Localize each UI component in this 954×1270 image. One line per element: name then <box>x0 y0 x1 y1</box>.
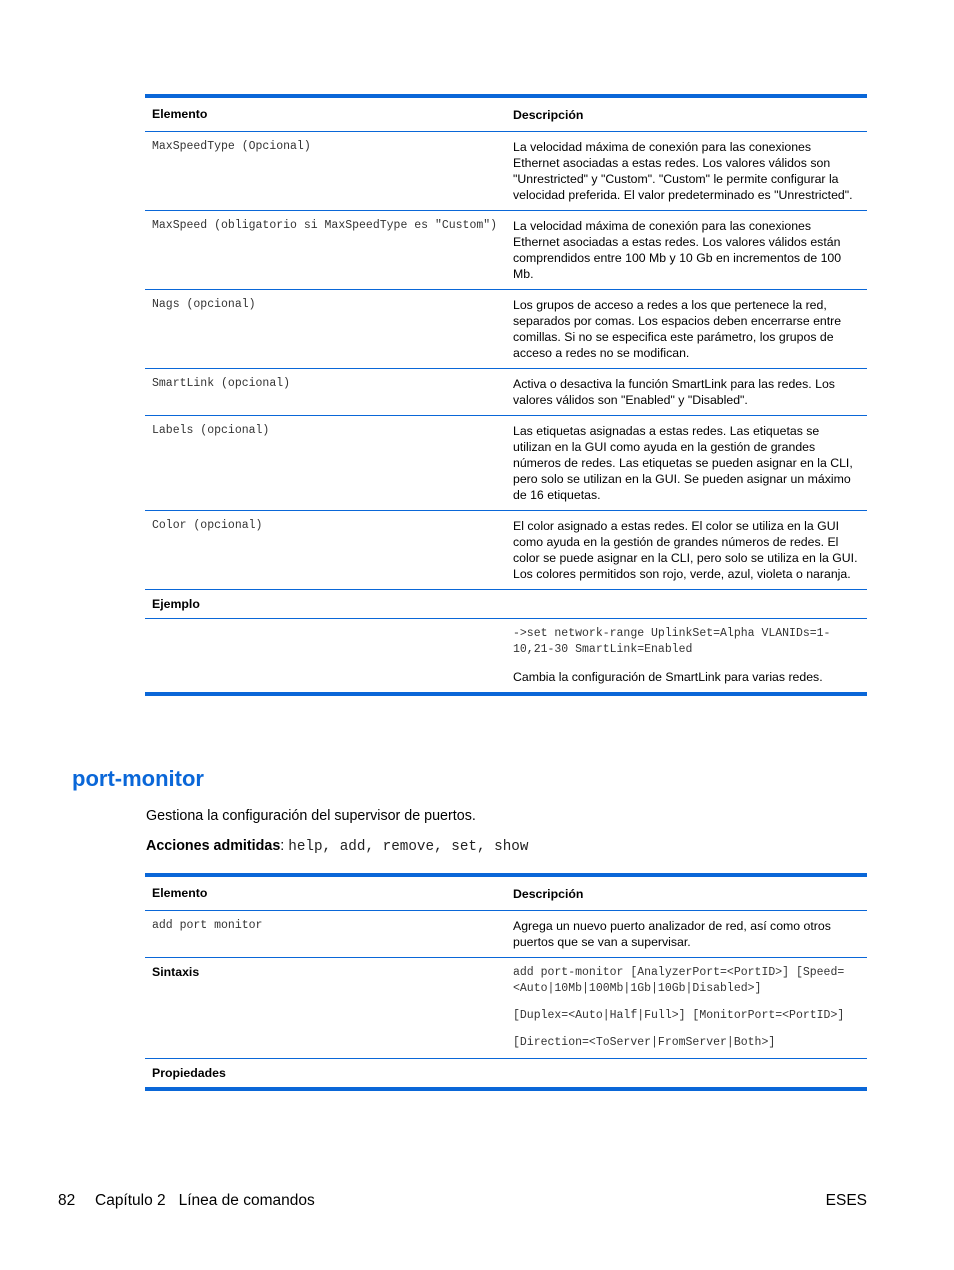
table-row <box>145 132 867 211</box>
element-name: Nags (opcional) <box>152 298 256 311</box>
element-description: La velocidad máxima de conexión para las conexiones Ethernet asociadas a estas redes. Los valores válidos son "Unrestricted" y "Custom". "Custom" le permite configurar la velocidad preferida. El valor predeterminado es "Unrestricted". <box>513 140 853 202</box>
table-row <box>145 416 867 511</box>
element-name: Labels (opcional) <box>152 424 270 437</box>
element-description: Las etiquetas asignadas a estas redes. Las etiquetas se utilizan en la GUI como ayuda en la gestión de grandes números de redes. Las etiquetas se pueden asignar en la CLI, pero solo se utilizan en la GUI. Se pueden asignar un máximo de 16 etiquetas. <box>513 424 853 502</box>
syntax-line: [Direction=<ToServer|FromServer|Both>] <box>513 1036 776 1049</box>
table-header <box>145 98 867 132</box>
syntax-row <box>145 958 867 1059</box>
header-elemento: Elemento <box>152 107 208 121</box>
example-label-row <box>145 590 867 619</box>
page-number: 82 <box>58 1192 76 1209</box>
table-row <box>145 211 867 290</box>
header-descripcion: Descripción <box>513 108 584 122</box>
element-description: Activa o desactiva la función SmartLink para las redes. Los valores válidos son "Enabled" y "Disabled". <box>513 377 835 407</box>
example-description: Cambia la configuración de SmartLink para varias redes. <box>513 670 823 684</box>
properties-label: Propiedades <box>152 1066 226 1080</box>
properties-row <box>145 1059 867 1087</box>
table-row <box>145 290 867 369</box>
element-name: Color (opcional) <box>152 519 263 532</box>
element-description: El color asignado a estas redes. El color se utiliza en la GUI como ayuda en la gestión de grandes números de redes. El color se puede asignar en la CLI, pero solo se utiliza en la GUI. Los colores permitidos son rojo, verde, azul, violeta o naranja. <box>513 519 858 581</box>
syntax-line: [Duplex=<Auto|Half|Full>] [MonitorPort=<PortID>] <box>513 1009 845 1022</box>
supported-actions: Acciones admitidas: help, add, remove, set, show <box>146 838 529 855</box>
element-name: MaxSpeed (obligatorio si MaxSpeedType es "Custom") <box>152 219 498 232</box>
syntax-line: add port-monitor [AnalyzerPort=<PortID>] [Speed=<Auto|10Mb|100Mb|1Gb|10Gb|Disabled>] <box>513 966 845 995</box>
actions-value: help, add, remove, set, show <box>288 839 529 855</box>
example-label: Ejemplo <box>152 597 200 611</box>
example-row <box>145 619 867 692</box>
section-description: Gestiona la configuración del supervisor de puertos. <box>146 808 476 824</box>
actions-label: Acciones admitidas <box>146 838 281 854</box>
element-name: SmartLink (opcional) <box>152 377 291 390</box>
example-command: ->set network-range UplinkSet=Alpha VLANIDs=1-10,21-30 SmartLink=Enabled <box>513 627 831 656</box>
table-header <box>145 877 867 911</box>
table-row <box>145 911 867 958</box>
chapter-title: Capítulo 2 Línea de comandos <box>95 1192 315 1209</box>
table-row <box>145 511 867 590</box>
elements-table-2 <box>145 873 867 1091</box>
header-elemento: Elemento <box>152 886 208 900</box>
section-title: port-monitor <box>72 766 204 791</box>
element-description: Agrega un nuevo puerto analizador de red, así como otros puertos que se van a supervisar. <box>513 919 831 949</box>
elements-table-1 <box>145 94 867 696</box>
locale-code: ESES <box>825 1192 867 1209</box>
table-row <box>145 369 867 416</box>
element-description: La velocidad máxima de conexión para las conexiones Ethernet asociadas a estas redes. Los valores válidos están comprendidos entre 100 Mb y 10 Gb en incrementos de 100 Mb. <box>513 219 842 281</box>
element-name: add port monitor <box>152 919 263 932</box>
element-description: Los grupos de acceso a redes a los que pertenece la red, separados por comas. Los espacios deben encerrarse entre comillas. Si no se especifica este parámetro, los grupos de acceso a redes no se modifican. <box>513 298 842 360</box>
header-descripcion: Descripción <box>513 887 584 901</box>
element-name: MaxSpeedType (Opcional) <box>152 140 311 153</box>
syntax-label: Sintaxis <box>152 965 200 979</box>
